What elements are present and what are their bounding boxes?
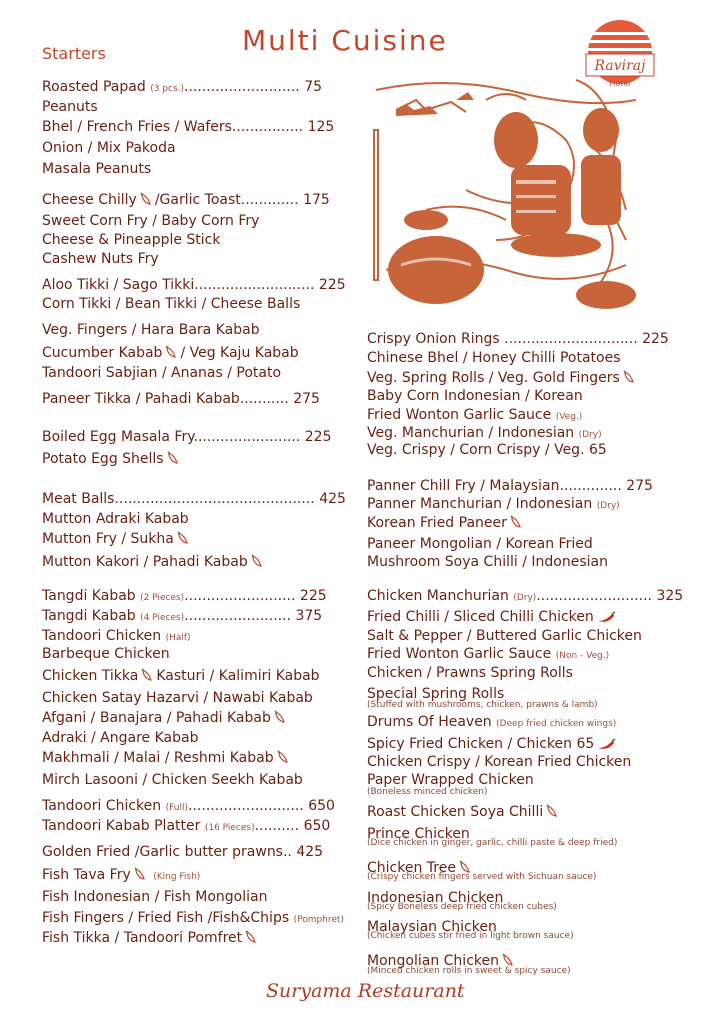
menu-item [42,929,260,947]
item-name: Malaysian Chicken [367,919,497,935]
item-name: Meat Balls [42,491,115,507]
dot-leader: ................ [231,119,304,135]
item-note: (2 Pieces) [140,593,185,603]
cooking-illustration [366,70,640,318]
item-description: (Stuffed with mushrooms, chicken, prawns & lamb) [367,700,598,710]
menu-item [367,406,582,426]
item-name-cont: / Veg Kaju Kabab [180,345,299,361]
menu-item [367,803,561,821]
dot-leader: .......................... [184,79,300,95]
dot-leader: ........................ [184,608,291,624]
menu-item [367,514,525,532]
restaurant-name: Suryama Restaurant [266,980,465,1002]
menu-item [367,553,608,571]
item-name: Mirch Lasooni / Chicken Seekh Kabab [42,772,303,788]
menu-item [42,843,323,861]
item-note: (Full) [165,803,189,813]
item-name: Fish Tikka / Tandoori Pomfret [42,930,243,946]
menu-item [42,428,332,446]
item-name: Cheese & Pineapple Stick [42,232,221,248]
item-price: 375 [295,608,323,624]
item-name: Fish Fingers / Fried Fish /Fish&Chips [42,910,290,926]
item-name: Fried Chilli / Sliced Chilli Chicken [367,609,594,625]
item-name: Indonesian Chicken [367,890,504,906]
item-price: 175 [303,192,330,208]
menu-item [367,477,653,495]
item-price: 275 [293,391,320,407]
menu-item [367,753,631,771]
item-name: Panner Chill Fry / Malaysian [367,478,560,494]
item-name: Paneer Tikka / Pahadi Kabab [42,391,240,407]
dot-leader: .......................... [188,798,304,814]
item-name: Tandoori Kabab Platter [42,818,201,834]
item-name: Golden Fried /Garlic butter prawns.. [42,844,292,860]
item-price: 225 [642,331,669,347]
item-name: Salt & Pepper / Buttered Garlic Chicken [367,628,642,644]
menu-item [42,450,182,468]
menu-item [42,553,266,571]
dot-leader: ........................ [193,429,301,445]
item-price: 125 [307,119,335,135]
item-name: Chicken Satay Hazarvi / Nawabi Kabab [42,690,313,706]
item-name: Baby Corn Indonesian / Korean [367,388,583,404]
item-price: 225 [299,588,327,604]
menu-item [42,771,303,789]
menu-item [42,530,192,548]
item-name: Chinese Bhel / Honey Chilli Potatoes [367,350,621,366]
chilli-icon [509,515,523,529]
item-note: (Half) [165,633,191,643]
menu-item [42,510,189,528]
menu-item [42,749,292,767]
menu-item [42,78,322,98]
item-note: (4 Pieces) [140,613,185,623]
item-name: Bhel / French Fries / Wafers [42,119,232,135]
menu-item [42,888,267,906]
item-name: Aloo Tikki / Sago Tikki [42,277,195,293]
menu-item [367,495,620,515]
item-name: Barbeque Chicken [42,646,170,662]
menu-item [42,276,346,294]
menu-item [42,231,221,249]
menu-item [42,866,200,886]
item-name: Mongolian Chicken [367,953,499,969]
item-name: Drums Of Heaven [367,714,492,730]
item-name-cont: /Garlic Toast [154,192,241,208]
chilli-icon [140,668,154,682]
item-name: Chicken Tikka [42,668,139,684]
item-name: Adraki / Angare Kabab [42,730,199,746]
menu-item [42,191,330,209]
item-name: Mutton Kakori / Pahadi Kabab [42,554,248,570]
menu-item [367,387,583,405]
dot-leader: .............................. [499,331,638,347]
menu-item [42,321,260,339]
menu-item [42,667,320,685]
item-name: Cucumber Kabab [42,345,163,361]
menu-item [42,627,191,647]
menu-item [42,118,334,136]
item-price: 650 [308,798,335,814]
item-name: Crispy Onion Rings [367,331,500,347]
item-name: Onion / Mix Pakoda [42,140,176,156]
menu-item [367,349,621,367]
menu-item [42,909,344,929]
item-note: (Veg.) [555,412,583,422]
item-name: Boiled Egg Masala Fry [42,429,194,445]
item-note: (Dry) [513,593,537,603]
item-name: Fried Wonton Garlic Sauce [367,407,552,423]
chilli-icon [273,710,287,724]
menu-item [42,689,313,707]
chilli-icon [622,370,636,384]
menu-item [367,441,607,459]
item-name: Roasted Papad [42,79,146,95]
menu-item [42,139,176,157]
item-name: Veg. Fingers / Hara Bara Kabab [42,322,260,338]
item-description: (Minced chicken rolls in sweet & spicy sauce) [367,966,571,976]
item-name: Paper Wrapped Chicken [367,772,534,788]
chilli-icon [176,531,190,545]
menu-item [42,98,98,116]
page-title: Multi Cuisine [242,24,448,57]
item-name: Mutton Adraki Kabab [42,511,189,527]
dot-leader: ........... [239,391,289,407]
menu-item [367,330,669,348]
chilli-icon [276,750,290,764]
item-name: Korean Fried Paneer [367,515,507,531]
item-price: 225 [304,429,332,445]
item-name: Tangdi Kabab [42,608,136,624]
menu-item [42,295,300,313]
chilli-icon [250,554,264,568]
menu-item [42,344,299,362]
menu-item [42,364,281,382]
item-description: (Crispy chicken fingers served with Sichuan sauce) [367,872,597,882]
item-description: (Spicy Boneless deep fried chicken cubes) [367,902,557,912]
menu-item [42,645,170,663]
menu-item [42,160,151,178]
item-name: Veg. Manchurian / Indonesian [367,425,575,441]
item-note: (King Fish) [153,872,201,882]
item-name: Tangdi Kabab [42,588,136,604]
menu-item [367,608,618,626]
item-price: 275 [626,478,653,494]
menu-item [367,664,573,682]
dot-leader: ............................................. [114,491,315,507]
item-description: (Dice chicken in ginger, garlic, chilli paste & deep fried) [367,838,618,848]
chilli-icon [166,451,180,465]
item-name: Corn Tikki / Bean Tikki / Cheese Balls [42,296,301,312]
item-name: Mushroom Soya Chilli / Indonesian [367,554,608,570]
menu-item [42,587,327,607]
menu-item [367,627,642,645]
menu-item [42,490,346,508]
menu-item [367,735,618,753]
item-price: 325 [656,588,684,604]
dot-leader: .......................... [536,588,653,604]
menu-item [42,212,259,230]
item-name: Sweet Corn Fry / Baby Corn Fry [42,213,260,229]
section-heading: Starters [42,44,106,63]
item-name: Tandoori Chicken [42,628,162,644]
chilli-icon [133,867,147,881]
dot-leader: ............. [240,192,299,208]
item-name: Veg. Crispy / Corn Crispy / Veg. 65 [367,442,607,458]
item-name: Tandoori Chicken [42,798,162,814]
item-note: (Deep fried chicken wings) [496,719,617,729]
item-name: Roast Chicken Soya Chilli [367,804,544,820]
menu-item [367,369,638,387]
menu-item [42,607,322,627]
item-name: Veg. Spring Rolls / Veg. Gold Fingers [367,370,620,386]
item-price: 425 [296,844,324,860]
menu-item [367,645,609,665]
menu-item [42,250,159,268]
item-name: Paneer Mongolian / Korean Fried [367,536,593,552]
item-name: Cashew Nuts Fry [42,251,159,267]
item-note: (Non - Veg.) [555,651,610,661]
chilli-icon [164,345,178,359]
menu-item [42,390,320,408]
item-name: Chicken Tree [367,860,456,876]
item-price: 650 [303,818,331,834]
item-note: (Dry) [596,501,620,511]
item-name: Chicken Crispy / Korean Fried Chicken [367,754,632,770]
item-name: Makhmali / Malai / Reshmi Kabab [42,750,274,766]
red-chilli-icon [596,611,616,623]
menu-item [42,729,198,747]
item-name: Afgani / Banajara / Pahadi Kabab [42,710,271,726]
item-price: 425 [319,491,346,507]
item-name: Special Spring Rolls [367,686,505,702]
chilli-icon [244,930,258,944]
chilli-icon [501,953,515,967]
item-name: Cheese Chilly [42,192,137,208]
menu-item [367,587,683,607]
item-name: Fried Wonton Garlic Sauce [367,646,552,662]
item-price: 225 [318,277,346,293]
item-name: Peanuts [42,99,98,115]
item-description: (Boneless minced chicken) [367,787,488,797]
item-description: (Chicken cubes stir fried in light brown sauce) [367,931,574,941]
item-note: (Dry) [578,430,602,440]
item-price: 75 [304,79,323,95]
item-name: Potato Egg Shells [42,451,164,467]
dot-leader: .......... [254,818,300,834]
dot-leader: .............. [559,478,622,494]
item-note: (Pomphret) [293,915,344,925]
svg-text:Hotel: Hotel [609,79,631,88]
dot-leader: ......................... [184,588,296,604]
item-name: Panner Manchurian / Indonesian [367,496,593,512]
svg-text:Raviraj: Raviraj [594,58,646,74]
menu-item [42,709,289,727]
item-name: Fish Tava Fry [42,867,131,883]
red-chilli-icon [596,738,616,750]
menu-item [42,817,330,837]
item-name: Spicy Fried Chicken / Chicken 65 [367,736,595,752]
dot-leader: ........................... [194,277,315,293]
item-note: (16 Pieces) [204,823,255,833]
item-name: Chicken / Prawns Spring Rolls [367,665,573,681]
item-name: Mutton Fry / Sukha [42,531,174,547]
item-name: Tandoori Sabjian / Ananas / Potato [42,365,282,381]
item-name: Fish Indonesian / Fish Mongolian [42,889,268,905]
menu-item [42,797,335,817]
item-name-cont: Kasturi / Kalimiri Kabab [156,668,320,684]
chilli-icon [545,804,559,818]
menu-item [367,713,616,733]
item-note: (3 pcs.) [150,84,185,94]
item-name: Chicken Manchurian [367,588,509,604]
item-name: Prince Chicken [367,826,470,842]
item-name: Masala Peanuts [42,161,152,177]
chilli-icon [139,192,153,206]
menu-item [367,535,593,553]
